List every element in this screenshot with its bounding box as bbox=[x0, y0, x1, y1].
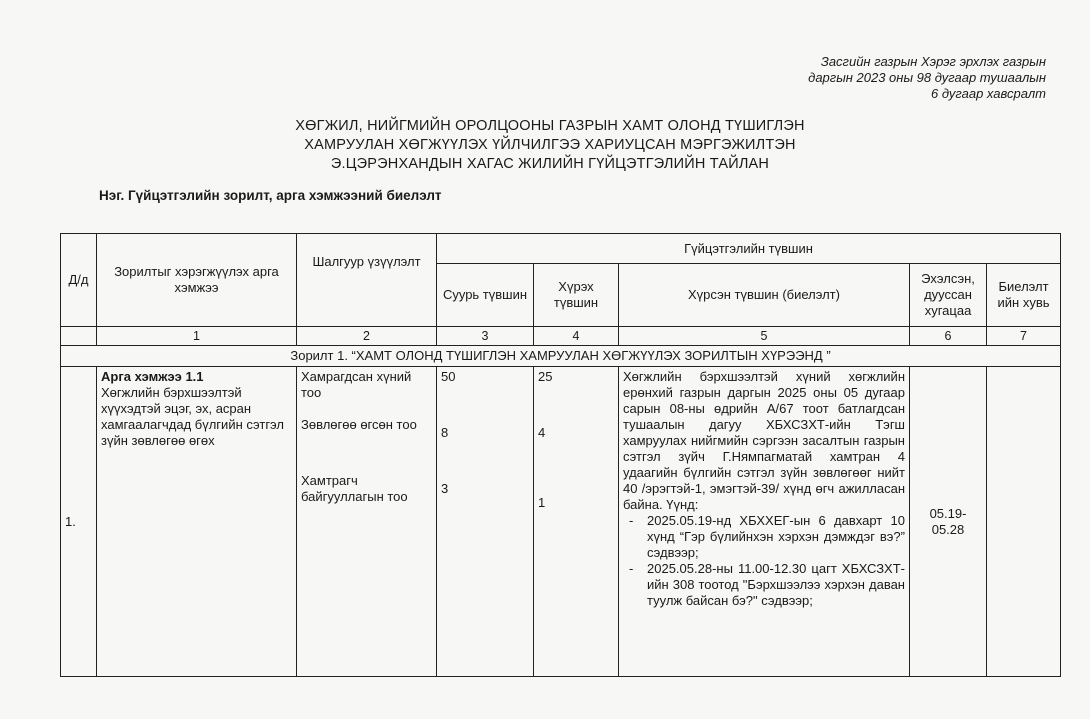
base-value: 8 bbox=[441, 425, 449, 440]
order-note-line-1: Засгийн газрын Хэрэг эрхлэх газрын bbox=[820, 54, 1046, 69]
column-number-blank bbox=[61, 327, 97, 346]
row-period: 05.19-05.28 bbox=[910, 367, 987, 677]
row-percent bbox=[987, 367, 1061, 677]
header-achieved-level: Хүрсэн түвшин (биелэлт) bbox=[619, 264, 910, 327]
achieved-text: Хөгжлийн бэрхшээлтэй хүний хөгжлийн ерөнхий газрын даргын 2025 оны 05 дугаар сарын 08-ны өдрийн А/67 тоот батлагдсан тушаалын дагуу ХБХСЗХТ-ийн Тэгш хамруулах нийгмийн сэргээн засалтын газрын сэтгэл зүйч Г.Нямпагматай хамтран 4 удаагийн бүлгийн сэтгэл зүйн зөвлөгөөг нийт 40 /эрэгтэй-1, эмэгтэй-39/ хүнд өгч ажилласан байна. Үүнд: bbox=[623, 369, 905, 512]
row-achieved bbox=[619, 367, 910, 677]
column-number-row bbox=[61, 327, 1061, 346]
action-title: Арга хэмжээ 1.1 bbox=[101, 369, 204, 384]
base-value: 3 bbox=[441, 481, 449, 496]
order-note-line-2: даргын 2023 оны 98 дугаар тушаалын bbox=[808, 70, 1046, 85]
header-target-level: Хүрэх түвшин bbox=[534, 264, 619, 327]
goal-title: Зорилт 1. “ХАМТ ОЛОНД ТҮШИГЛЭН ХАМРУУЛАН ХӨГЖҮҮЛЭХ ЗОРИЛТЫН ХҮРЭЭНД ” bbox=[61, 346, 1061, 367]
goal-row bbox=[61, 346, 1061, 367]
report-title-line-2: ХАМРУУЛАН ХӨГЖҮҮЛЭХ ҮЙЛЧИЛГЭЭ ХАРИУЦСАН МЭРГЭЖИЛТЭН bbox=[304, 137, 796, 153]
action-description: Хөгжлийн бэрхшээлтэй хүүхэдтэй эцэг, эх, асран хамгаалагчдад бүлгийн сэтгэл зүйн зөвлөгөө өгөх bbox=[101, 385, 284, 448]
list-item: - 2025.05.19-нд ХБХХЕГ-ын 6 давхарт 10 хүнд “Гэр бүлийнхэн хэрхэн дэмждэг вэ?” сэдвээр; bbox=[647, 513, 905, 561]
section-title: Нэг. Гүйцэтгэлийн зорилт, арга хэмжээний биелэлт bbox=[99, 188, 442, 203]
row-target-level bbox=[534, 367, 619, 677]
row-base-level bbox=[437, 367, 534, 677]
achieved-list bbox=[623, 513, 905, 609]
criteria-item: Зөвлөгөө өгсөн тоо bbox=[301, 417, 417, 432]
order-annex-note bbox=[808, 54, 1046, 102]
header-percent: Биелэлт ийн хувь bbox=[987, 264, 1061, 327]
report-title bbox=[230, 117, 870, 174]
column-number: 6 bbox=[910, 327, 987, 346]
report-title-line-3: Э.ЦЭРЭНХАНДЫН ХАГАС ЖИЛИЙН ГҮЙЦЭТГЭЛИЙН ТАЙЛАН bbox=[330, 156, 770, 172]
order-note-line-3: 6 дугаар хавсралт bbox=[930, 86, 1046, 101]
base-value: 50 bbox=[441, 369, 456, 384]
criteria-item: Хамтрагч байгууллагын тоо bbox=[301, 473, 408, 504]
column-number: 2 bbox=[297, 327, 437, 346]
header-level-group: Гүйцэтгэлийн түвшин bbox=[437, 234, 1061, 264]
column-number: 1 bbox=[97, 327, 297, 346]
table-row bbox=[61, 367, 1061, 677]
header-base-level: Суурь түвшин bbox=[437, 264, 534, 327]
header-action: Зорилтыг хэрэгжүүлэх арга хэмжээ bbox=[97, 234, 297, 327]
target-value: 1 bbox=[538, 495, 546, 510]
report-title-line-1: ХӨГЖИЛ, НИЙГМИЙН ОРОЛЦООНЫ ГАЗРЫН ХАМТ ОЛОНД ТҮШИГЛЭН bbox=[295, 118, 805, 134]
row-criteria bbox=[297, 367, 437, 677]
target-value: 4 bbox=[538, 425, 546, 440]
row-number: 1. bbox=[61, 367, 97, 677]
row-action bbox=[97, 367, 297, 677]
target-value: 25 bbox=[538, 369, 553, 384]
criteria-item: Хамрагдсан хүний тоо bbox=[301, 369, 412, 400]
header-period: Эхэлсэн, дууссан хугацаа bbox=[910, 264, 987, 327]
column-number: 5 bbox=[619, 327, 910, 346]
performance-table bbox=[60, 233, 1061, 677]
header-criteria: Шалгуур үзүүлэлт bbox=[297, 234, 437, 327]
list-item: - 2025.05.28-ны 11.00-12.30 цагт ХБХСЗХТ-ийн 308 тоотод "Бэрхшээлээ хэрхэн даван туулж байсан бэ?" сэдвээр; bbox=[647, 561, 905, 609]
column-number: 4 bbox=[534, 327, 619, 346]
column-number: 7 bbox=[987, 327, 1061, 346]
header-no: Д/д bbox=[61, 234, 97, 327]
column-number: 3 bbox=[437, 327, 534, 346]
